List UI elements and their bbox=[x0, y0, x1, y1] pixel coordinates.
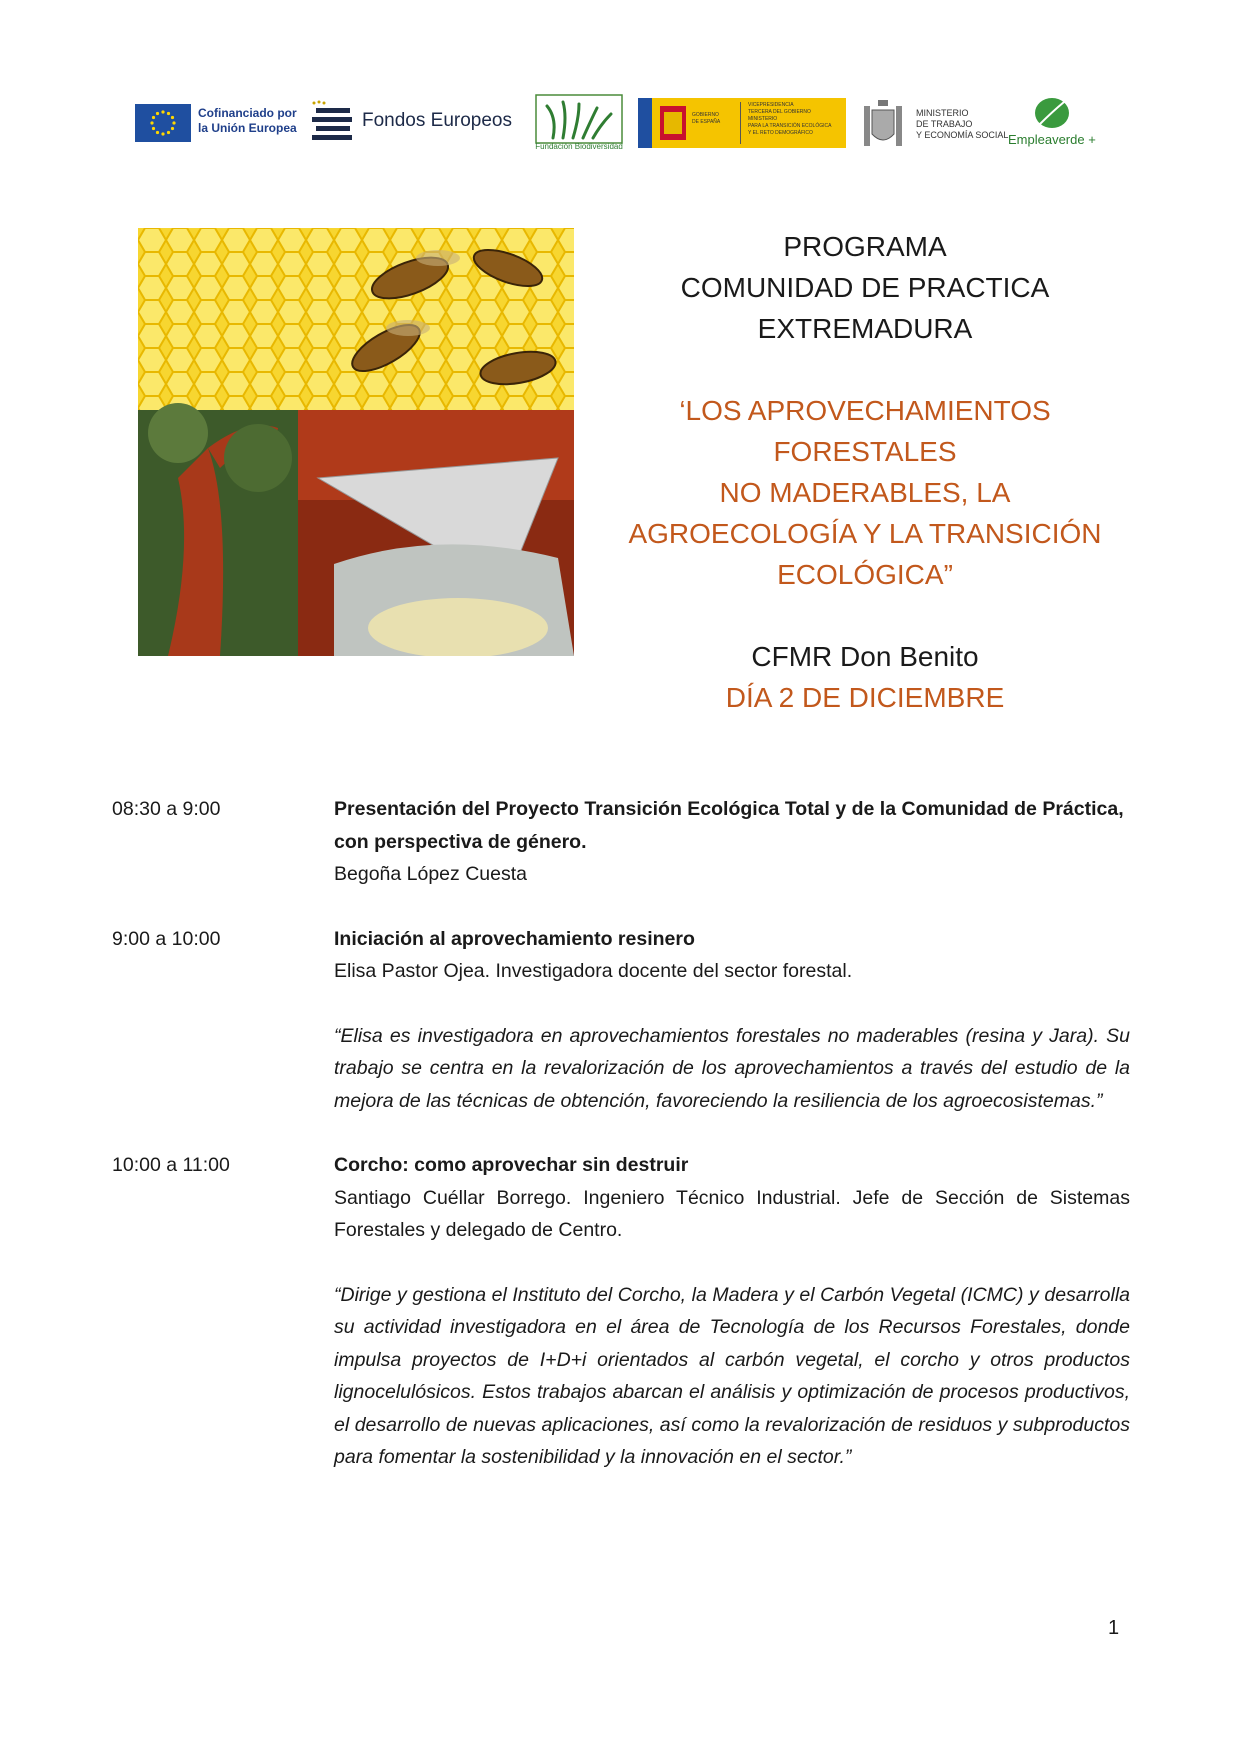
event-title-line-2: NO MADERABLES, LA bbox=[719, 477, 1011, 508]
speaker-bio: “Elisa es investigadora en aprovechamientos forestales no maderables (resina y Jara). Su trabajo se centra en la revalorización de los aprovechamientos a través del estudio de la mejora de las técnicas de obtención, favoreciendo la resiliencia de los agroecosistemas.” bbox=[334, 1024, 1130, 1112]
eu-flag-icon bbox=[135, 104, 191, 142]
fondos-europeos-label: Fondos Europeos bbox=[362, 110, 512, 131]
hero-collage-image bbox=[138, 228, 574, 656]
eu-cofinanced-label: Cofinanciado por la Unión Europea bbox=[198, 106, 297, 135]
community-label: COMUNIDAD DE PRACTICA bbox=[680, 272, 1050, 303]
time-slot: 9:00 a 10:00 bbox=[112, 927, 221, 950]
fundacion-biodiversidad-label: Fundación Biodiversidad bbox=[535, 142, 623, 151]
coat-of-arms-icon bbox=[858, 96, 908, 150]
session-title: Presentación del Proyecto Transición Ecológica Total y de la Comunidad de Práctica, con perspectiva de género. bbox=[334, 798, 1124, 853]
schedule bbox=[112, 793, 1132, 1474]
logo-bar bbox=[130, 86, 1110, 156]
schedule-item bbox=[112, 793, 1132, 891]
event-title-line-3: AGROECOLOGÍA Y LA TRANSICIÓN bbox=[628, 518, 1102, 549]
date-label: DÍA 2 DE DICIEMBRE bbox=[725, 682, 1005, 713]
fondos-europeos-icon bbox=[310, 100, 354, 142]
session-title: Corcho: como aprovechar sin destruir bbox=[334, 1154, 689, 1176]
program-label: PROGRAMA bbox=[783, 231, 947, 262]
ministerio-transicion-label: VICEPRESIDENCIA TERCERA DEL GOBIERNO MINISTERIO PARA LA TRANSICIÓN ECOLÓGICA Y EL RETO DEMOGRÁFICO bbox=[748, 102, 832, 136]
page-number: 1 bbox=[1108, 1617, 1120, 1639]
session-speaker: Elisa Pastor Ojea. Investigadora docente del sector forestal. bbox=[334, 960, 853, 982]
session-title: Iniciación al aprovechamiento resinero bbox=[334, 927, 695, 950]
venue-label: CFMR Don Benito bbox=[751, 641, 979, 672]
leaf-icon bbox=[1032, 96, 1072, 130]
schedule-item bbox=[112, 923, 1132, 1118]
region-label: EXTREMADURA bbox=[757, 313, 973, 344]
session-speaker: Santiago Cuéllar Borrego. Ingeniero Técnico Industrial. Jefe de Sección de Sistemas Forestales y delegado de Centro. bbox=[334, 1186, 1130, 1241]
time-slot: 08:30 a 9:00 bbox=[112, 798, 221, 820]
time-slot: 10:00 a 11:00 bbox=[112, 1154, 230, 1176]
title-block bbox=[590, 226, 1140, 718]
event-title-line-4: ECOLÓGICA” bbox=[777, 559, 953, 590]
gobierno-label: GOBIERNO DE ESPAÑA bbox=[692, 112, 721, 125]
ministerio-trabajo-label: MINISTERIO DE TRABAJO Y ECONOMÍA SOCIAL bbox=[916, 108, 1009, 140]
empleaverde-label: Empleaverde + bbox=[1008, 132, 1096, 147]
speaker-bio: “Dirige y gestiona el Instituto del Corcho, la Madera y el Carbón Vegetal (ICMC) y desarrolla su actividad investigadora en el área de Tecnología de los Recursos Forestales, donde impulsa proyectos de I+D+i orientados al carbón vegetal, el corcho y otros productos lignocelulósicos. Estos trabajos abarcan el análisis y optimización de procesos productivos, el desarrollo de nuevas aplicaciones, así como la revalorización de residuos y subproductos para fomentar la sostenibilidad y la innovación en el sector.” bbox=[334, 1283, 1130, 1468]
session-speaker: Begoña López Cuesta bbox=[334, 863, 527, 885]
schedule-item bbox=[112, 1149, 1132, 1474]
event-title-line-1: ‘LOS APROVECHAMIENTOS FORESTALES bbox=[679, 395, 1051, 467]
